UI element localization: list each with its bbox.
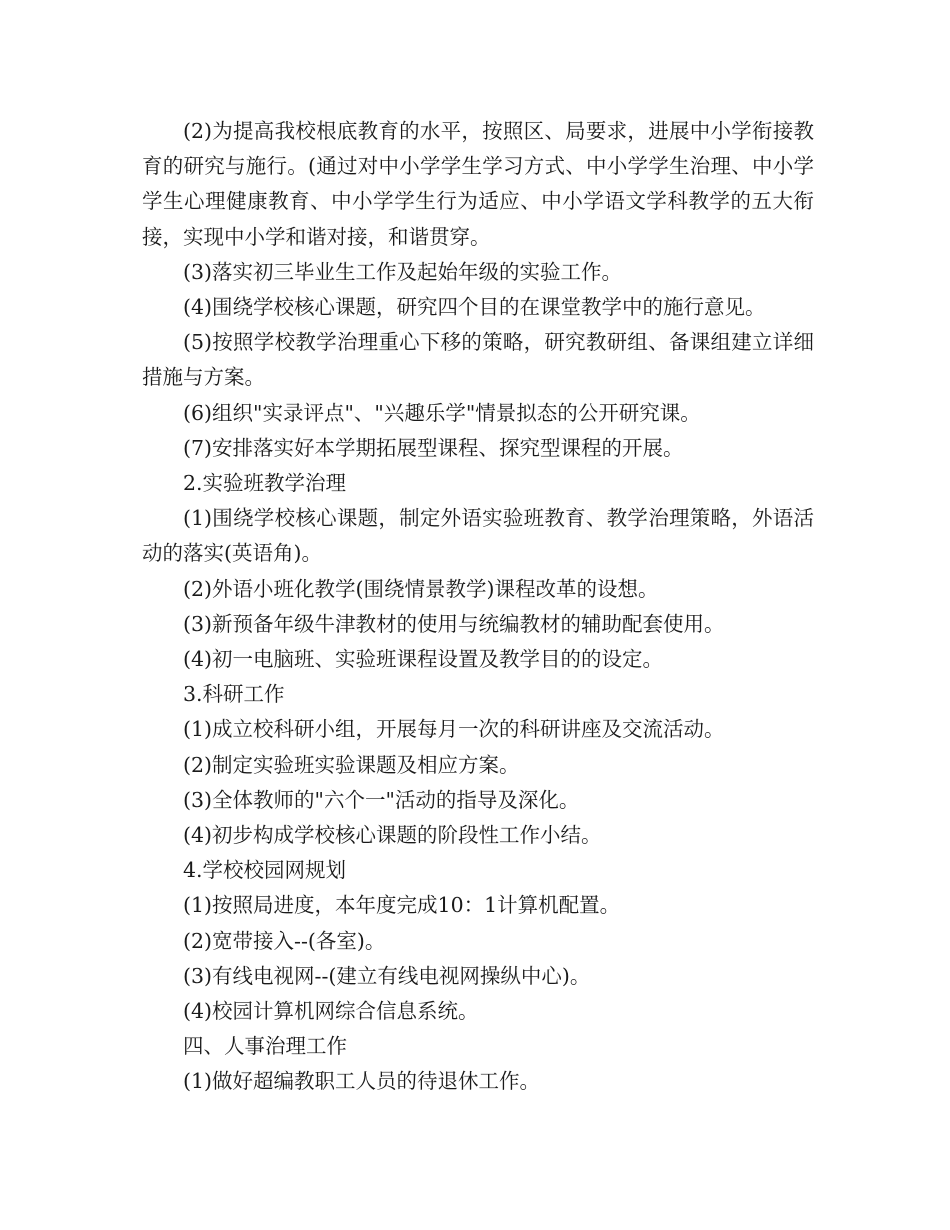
document-body xyxy=(142,114,814,1100)
paragraph-item-4-core-topic: (4)围绕学校核心课题，研究四个目的在课堂教学中的施行意见。 xyxy=(183,295,766,320)
paragraph-item-3-graduates: (3)落实初三毕业生工作及起始年级的实验工作。 xyxy=(183,259,623,284)
paragraph-item-2-broadband: (2)宽带接入--(各室)。 xyxy=(183,928,386,953)
paragraph-item-1-research-group: (1)成立校科研小组，开展每月一次的科研讲座及交流活动。 xyxy=(183,717,725,742)
paragraph-item-1-computer-ratio: (1)按照局进度，本年度完成10：1计算机配置。 xyxy=(183,893,621,918)
paragraph-item-4-info-system: (4)校园计算机网综合信息系统。 xyxy=(183,999,479,1024)
section-heading-campus-network: 4.学校校园网规划 xyxy=(183,858,347,883)
paragraph-item-4-computer-class: (4)初一电脑班、实验班课程设置及教学目的的设定。 xyxy=(183,647,664,672)
paragraph-item-2-bridging-education: (2)为提高我校根底教育的水平，按照区、局要求，进展中小学衔接教育的研究与施行。(通过对中小学学生学习方式、中小学学生治理、中小学学生心理健康教育、中小学学生行为适应、中小学语文学科教学的五大衔接，实现中小学和谐对接，和谐贯穿。 xyxy=(142,119,814,249)
paragraph-item-6-open-lessons: (6)组织"实录评点"、"兴趣乐学"情景拟态的公开研究课。 xyxy=(183,400,701,425)
paragraph-item-3-cable-tv: (3)有线电视网--(建立有线电视网操纵中心)。 xyxy=(183,963,591,988)
paragraph-item-4-summary: (4)初步构成学校核心课题的阶段性工作小结。 xyxy=(183,823,602,848)
paragraph-item-3-textbooks: (3)新预备年级牛津教材的使用与统编教材的辅助配套使用。 xyxy=(183,611,725,636)
paragraph-item-1-retirement: (1)做好超编教职工人员的待退休工作。 xyxy=(183,1069,541,1094)
section-heading-experimental-class: 2.实验班教学治理 xyxy=(183,471,347,496)
paragraph-item-5-management-strategy: (5)按照学校教学治理重心下移的策略，研究教研组、备课组建立详细措施与方案。 xyxy=(142,330,814,390)
paragraph-item-7-courses: (7)安排落实好本学期拓展型课程、探究型课程的开展。 xyxy=(183,435,684,460)
paragraph-item-2-experiment-topics: (2)制定实验班实验课题及相应方案。 xyxy=(183,752,520,777)
paragraph-item-1-language-class: (1)围绕学校核心课题，制定外语实验班教育、教学治理策略，外语活动的落实(英语角)。 xyxy=(142,506,814,566)
paragraph-item-3-teacher-activities: (3)全体教师的"六个一"活动的指导及深化。 xyxy=(183,787,580,812)
section-heading-research: 3.科研工作 xyxy=(183,682,285,707)
paragraph-item-2-small-class: (2)外语小班化教学(围绕情景教学)课程改革的设想。 xyxy=(183,576,659,601)
section-heading-personnel: 四、人事治理工作 xyxy=(183,1034,347,1059)
